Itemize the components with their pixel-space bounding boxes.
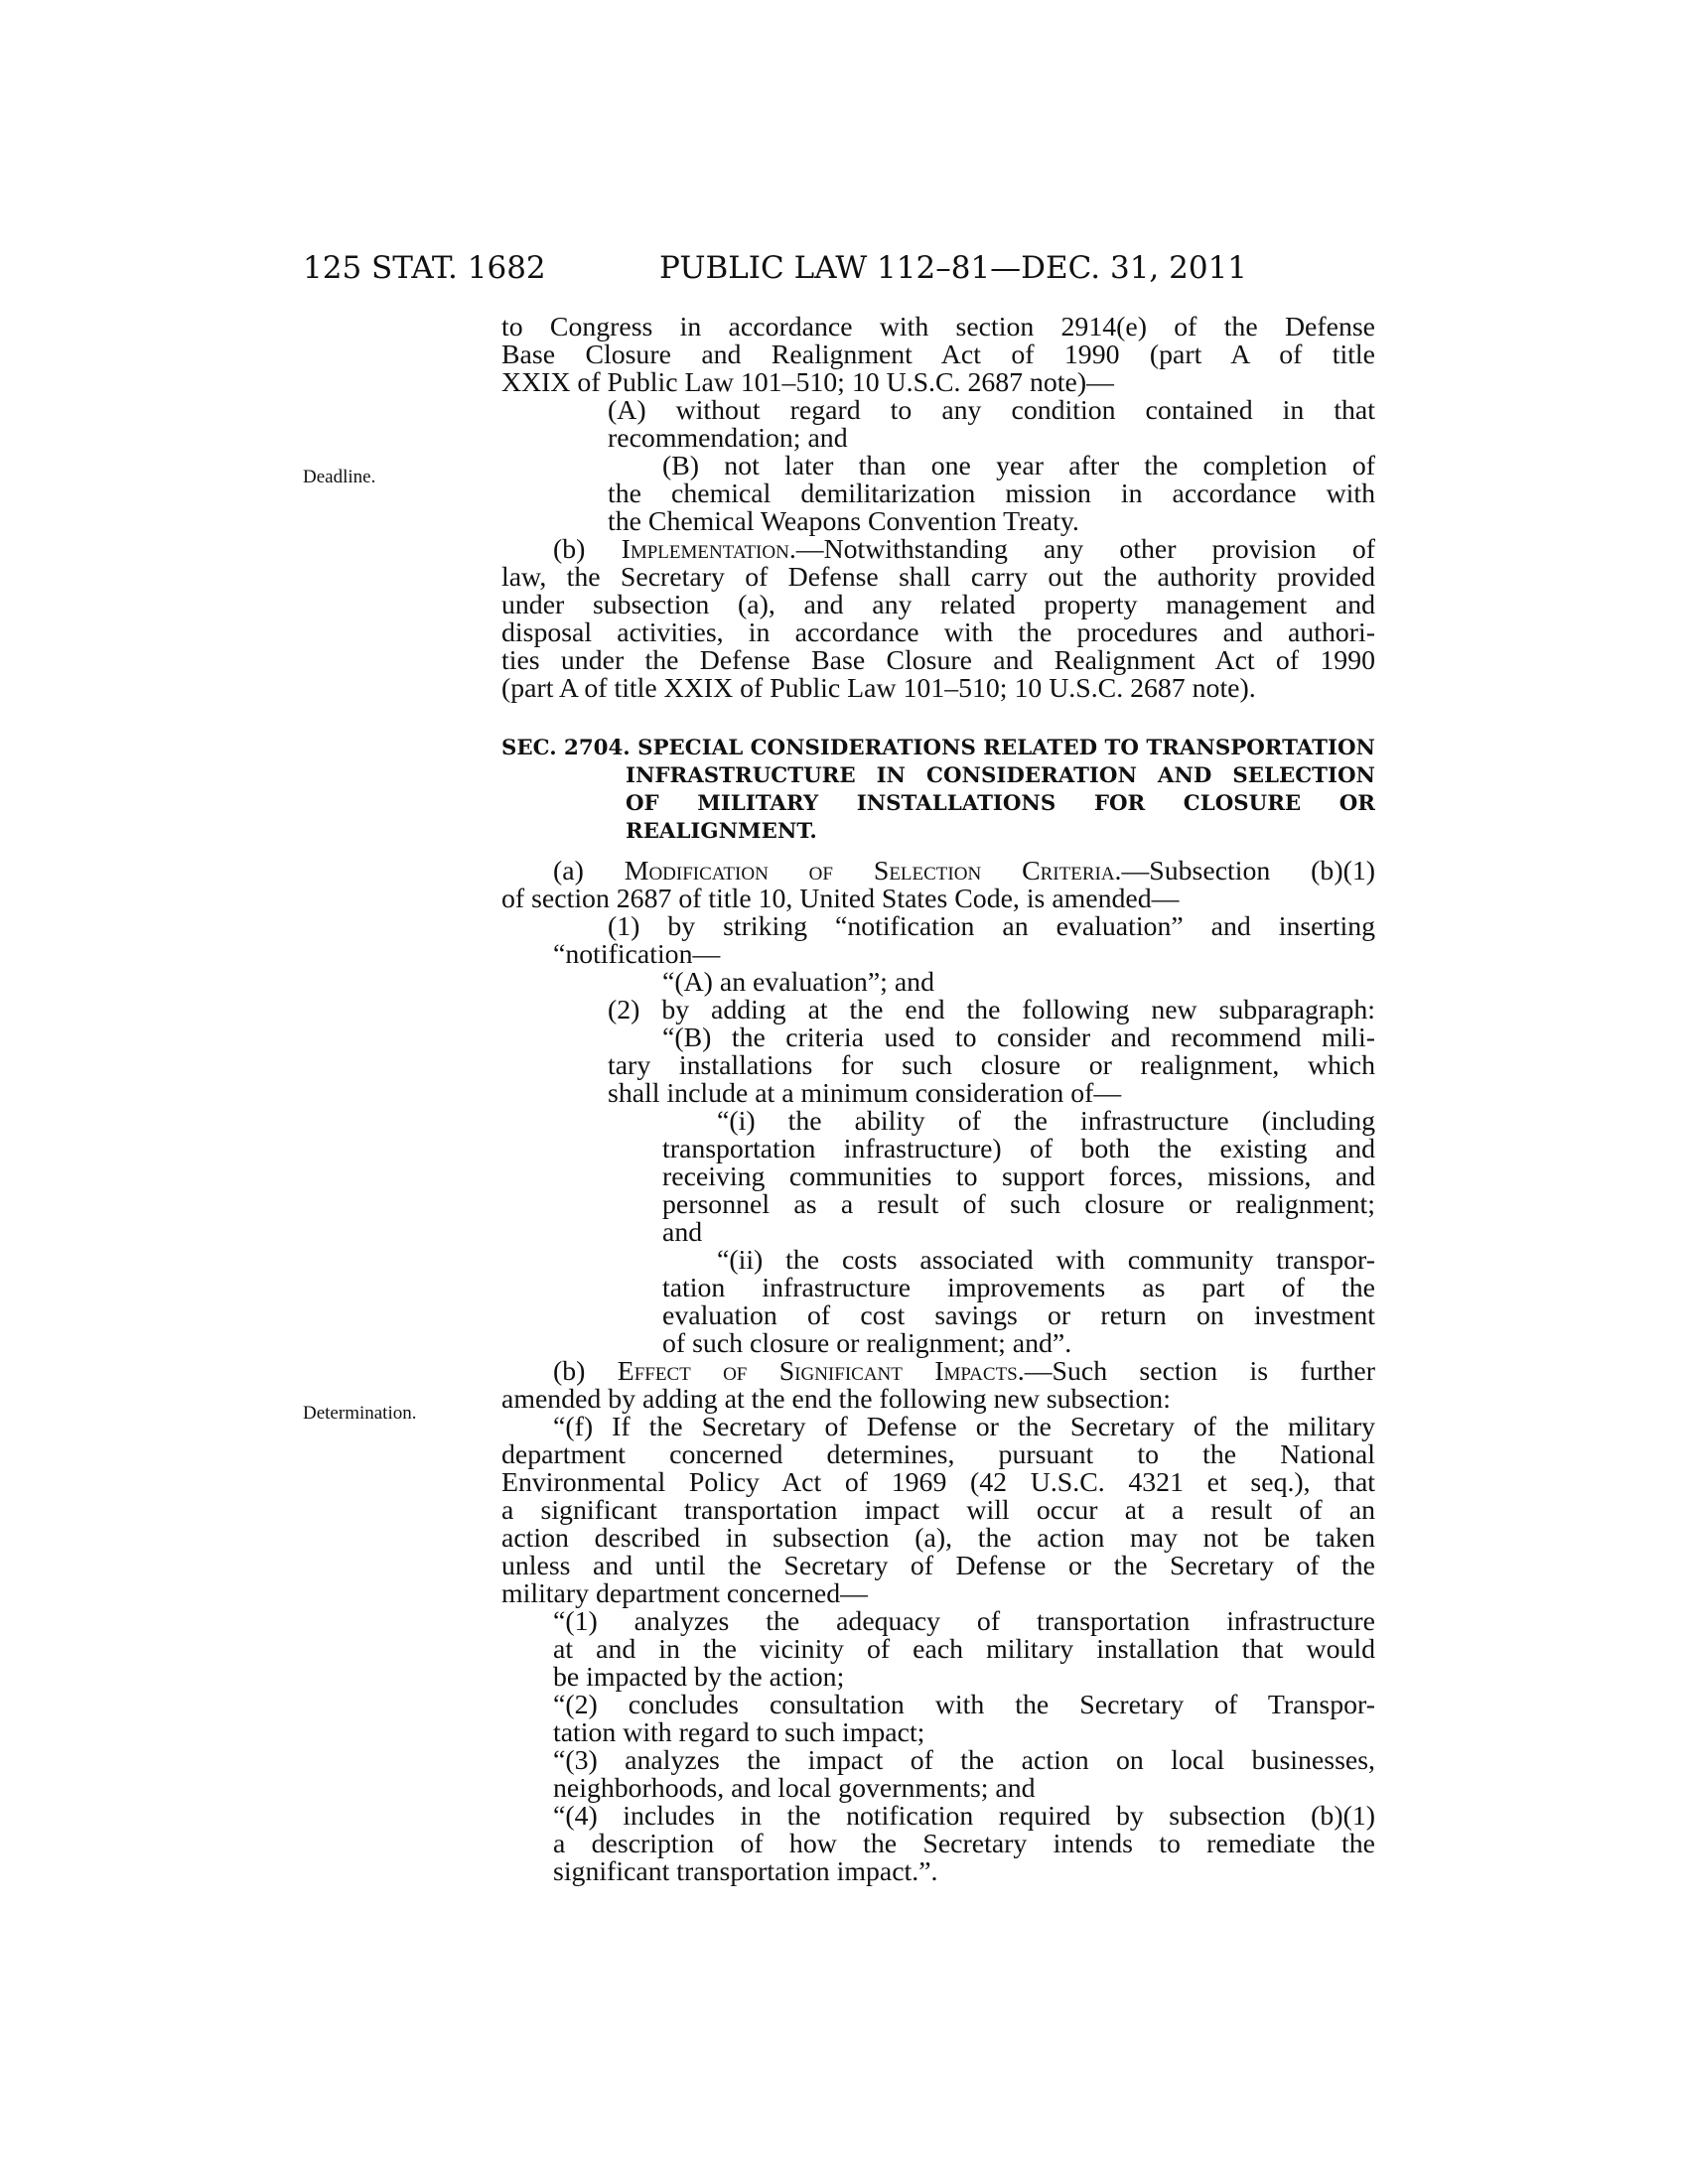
text-line: action described in subsection (a), the action may not be taken (501, 1523, 1375, 1554)
text-line: under subsection (a), and any related property management and (501, 590, 1375, 620)
text-line: Base Closure and Realignment Act of 1990 (part A of title (501, 340, 1375, 370)
text-line: “(3) analyzes the impact of the action on local businesses, (553, 1745, 1375, 1776)
text-line: a description of how the Secretary intends to remediate the (553, 1829, 1375, 1859)
text-line: military department concerned— (501, 1578, 868, 1609)
text-line: “(f) If the Secretary of Defense or the Secretary of the military (553, 1412, 1375, 1442)
text-line: a significant transportation impact will occur at a result of an (501, 1495, 1375, 1526)
subsection-heading: Modification of Selection Criteria (624, 856, 1115, 887)
text-line: personnel as a result of such closure or realignment; (662, 1189, 1375, 1220)
text-line: “(ii) the costs associated with community transpor- (717, 1245, 1375, 1276)
text-line: shall include at a minimum consideration of— (608, 1078, 1122, 1109)
section-heading: OF MILITARY INSTALLATIONS FOR CLOSURE OR (626, 791, 1375, 816)
margin-note-deadline: Deadline. (303, 467, 376, 487)
text-line: Environmental Policy Act of 1969 (42 U.S.C. 4321 et seq.), that (501, 1467, 1375, 1498)
section-heading: REALIGNMENT. (626, 819, 817, 844)
text-line: tation infrastructure improvements as part of the (662, 1273, 1375, 1303)
page-header-left: 125 STAT. 1682 (303, 250, 546, 286)
text-line: “(4) includes in the notification required by subsection (b)(1) (553, 1801, 1375, 1832)
text-line: department concerned determines, pursuant to the National (501, 1439, 1375, 1470)
text-line: “(i) the ability of the infrastructure (including (717, 1106, 1375, 1137)
section-heading: INFRASTRUCTURE IN CONSIDERATION AND SELECTION (626, 763, 1375, 788)
text-line: transportation infrastructure) of both the existing and (662, 1134, 1375, 1164)
text-line: XXIX of Public Law 101–510; 10 U.S.C. 2687 note)— (501, 367, 1114, 398)
text-line: and (662, 1217, 703, 1248)
text-line: (2) by adding at the end the following new subparagraph: (608, 995, 1375, 1025)
text-line: (part A of title XXIX of Public Law 101–510; 10 U.S.C. 2687 note). (501, 673, 1256, 704)
text-line: significant transportation impact.”. (553, 1856, 938, 1887)
text-line: be impacted by the action; (553, 1662, 845, 1693)
text-line: the chemical demilitarization mission in accordance with (608, 478, 1375, 509)
subsection-heading: Effect of Significant Impacts (617, 1356, 1018, 1387)
text-line: “(B) the criteria used to consider and recommend mili- (662, 1023, 1375, 1053)
text-line: unless and until the Secretary of Defense or the Secretary of the (501, 1551, 1375, 1581)
text-line: at and in the vicinity of each military installation that would (553, 1634, 1375, 1665)
text-line: receiving communities to support forces, missions, and (662, 1161, 1375, 1192)
section-heading: SEC. 2704. SPECIAL CONSIDERATIONS RELATED TO TRANSPORTATION (501, 736, 1375, 760)
text-line: amended by adding at the end the following new subsection: (501, 1384, 1171, 1415)
text-line: “notification— (553, 939, 721, 970)
text-line: evaluation of cost savings or return on investment (662, 1300, 1375, 1331)
text-line: “(A) an evaluation”; and (662, 967, 934, 998)
text-line: (1) by striking “notification an evaluation” and inserting (608, 911, 1375, 942)
text-line: law, the Secretary of Defense shall carry out the authority provided (501, 562, 1375, 593)
text-line: “(1) analyzes the adequacy of transportation infrastructure (553, 1606, 1375, 1637)
text-line: (B) not later than one year after the completion of (662, 451, 1375, 481)
text-line: neighborhoods, and local governments; and (553, 1773, 1036, 1804)
text-line: (b) Implementation.—Notwithstanding any other provision of (553, 534, 1375, 565)
text-line: recommendation; and (608, 423, 848, 454)
subsection-heading: Implementation (621, 534, 789, 565)
text-line: to Congress in accordance with section 2914(e) of the Defense (501, 312, 1375, 342)
document-body (501, 314, 1375, 1886)
text-line: ties under the Defense Base Closure and Realignment Act of 1990 (501, 645, 1375, 676)
text-line: tary installations for such closure or realignment, which (608, 1050, 1375, 1081)
margin-note-determination: Determination. (303, 1403, 417, 1424)
text-line: the Chemical Weapons Convention Treaty. (608, 506, 1079, 537)
text-line: (a) Modification of Selection Criteria.—Subsection (b)(1) (553, 856, 1375, 887)
page-header-title: PUBLIC LAW 112–81—DEC. 31, 2011 (659, 250, 1248, 286)
text-line: (A) without regard to any condition contained in that (608, 395, 1375, 426)
text-line: tation with regard to such impact; (553, 1717, 925, 1748)
text-line: (b) Effect of Significant Impacts.—Such section is further (553, 1356, 1375, 1387)
text-line: of such closure or realignment; and”. (662, 1328, 1072, 1359)
text-line: of section 2687 of title 10, United States Code, is amended— (501, 884, 1180, 914)
text-line: disposal activities, in accordance with the procedures and authori- (501, 617, 1375, 648)
text-line: “(2) concludes consultation with the Secretary of Transpor- (553, 1690, 1375, 1720)
